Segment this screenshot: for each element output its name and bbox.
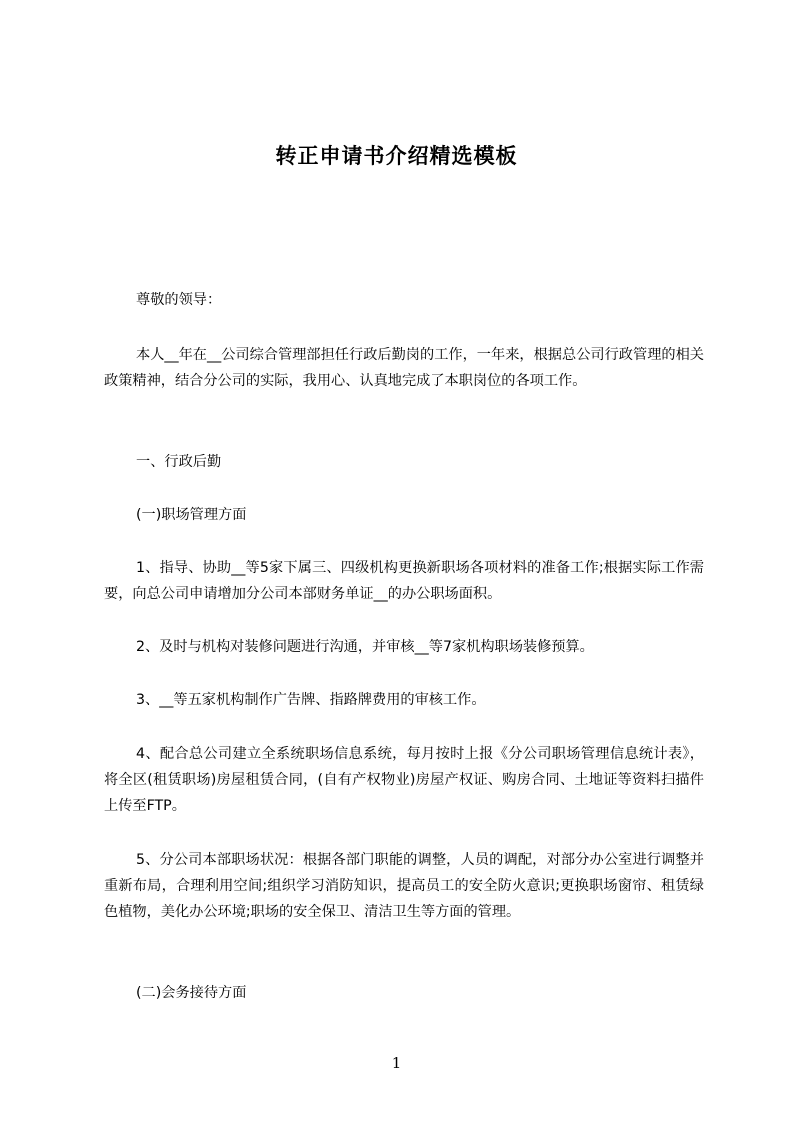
item-1-paragraph: 1、指导、协助__等5家下属三、四级机构更换新职场各项材料的准备工作;根据实际工作需要，向总公司申请增加分公司本部财务单证__的办公职场面积。 (104, 560, 704, 602)
intro-paragraph: 本人__年在__公司综合管理部担任行政后勤岗的工作，一年来，根据总公司行政管理的相关政策精神，结合分公司的实际，我用心、认真地完成了本职岗位的各项工作。 (104, 347, 704, 389)
salutation: 尊敬的领导： (136, 292, 222, 308)
item-5-paragraph: 5、分公司本部职场状况：根据各部门职能的调整，人员的调配，对部分办公室进行调整并重新布局，合理利用空间;组织学习消防知识，提高员工的安全防火意识;更换职场窗帘、租赁绿色植物，美化办公环境;职场的安全保卫、清洁卫生等方面的管理。 (104, 852, 704, 920)
subsection-heading-meeting: (二)会务接待方面 (136, 985, 247, 1001)
page-number: 1 (391, 1054, 402, 1072)
subsection-heading-workplace: (一)职场管理方面 (136, 507, 247, 523)
item-2-paragraph: 2、及时与机构对装修问题进行沟通，并审核__等7家机构职场装修预算。 (136, 639, 594, 655)
item-3-paragraph: 3、__等五家机构制作广告牌、指路牌费用的审核工作。 (136, 692, 486, 708)
document-title: 转正申请书介绍精选模板 (275, 144, 518, 168)
item-4-paragraph: 4、配合总公司建立全系统职场信息系统，每月按时上报《分公司职场管理信息统计表》，将全区(租赁职场)房屋租赁合同，(自有产权物业)房屋产权证、购房合同、土地证等资料扫描件上传至FTP。 (104, 746, 704, 814)
section-heading-admin: 一、行政后勤 (136, 454, 222, 470)
